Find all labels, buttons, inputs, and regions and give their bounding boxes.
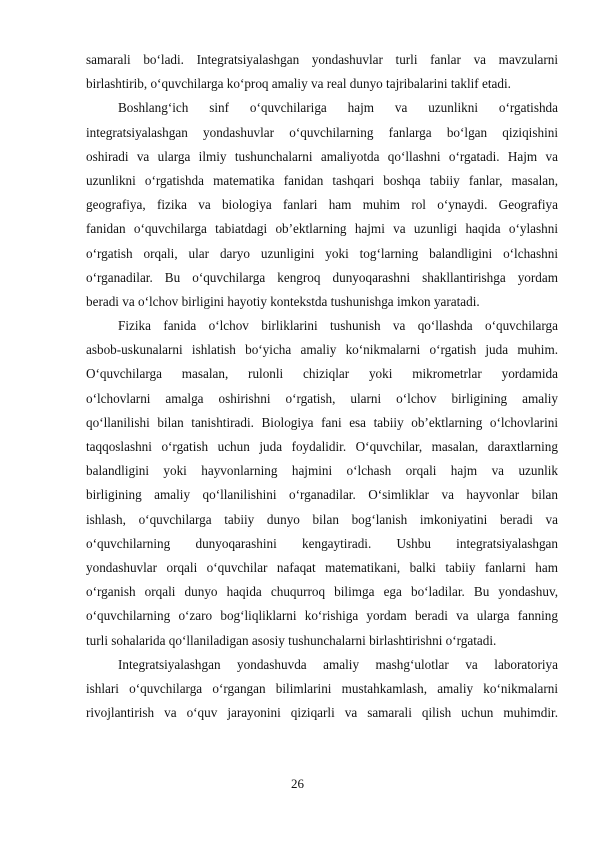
text-line: ishlash, o‘quvchilarga tabiiy dunyo bilan bog‘lanish imkoniyatini beradi va xyxy=(86,511,558,527)
text-line: turli sohalarida qo‘llaniladigan asosiy tushunchalarni birlashtirishni o‘rgatadi. xyxy=(86,632,497,648)
text-line: fanidan o‘quvchilarga tabiatdagi ob’ektlarning hajmi va uzunligi haqida o‘ylashni xyxy=(86,221,558,237)
text-line: samarali bo‘ladi. Integratsiyalashgan yondashuvlar turli fanlar va mavzularni xyxy=(86,52,558,67)
text-line: Boshlang‘ich sinf o‘quvchilariga hajm va uzunlikni o‘rgatishda xyxy=(118,100,558,116)
text-line: asbob-uskunalarni ishlatish bo‘yicha amaliy ko‘nikmalarni o‘rgatish juda muhim. xyxy=(86,342,558,358)
text-line: rivojlantirish va o‘quv jarayonini qiziqarli va samarali qilish uchun muhimdir. xyxy=(86,705,558,721)
text-line: o‘quvchilarning o‘zaro bog‘liqliklarni ko‘rishiga yordam beradi va ularga fanning xyxy=(86,608,558,624)
text-line: geografiya, fizika va biologiya fanlari ham muhim rol o‘ynaydi. Geografiya xyxy=(86,197,558,213)
text-line: o‘quvchilarning dunyoqarashini kengaytiradi. Ushbu integratsiyalashgan xyxy=(86,535,558,551)
text-line: birlashtirib, o‘quvchilarga ko‘proq amaliy va real dunyo tajribalarini taklif etadi. xyxy=(86,76,511,92)
text-line: Integratsiyalashgan yondashuvda amaliy mashg‘ulotlar va laboratoriya xyxy=(118,656,558,672)
text-line: ishlari o‘quvchilarga o‘rgangan bilimlarini mustahkamlash, amaliy ko‘nikmalarni xyxy=(86,680,558,696)
text-line: uzunlikni o‘rgatishda matematika fanidan tashqari boshqa tabiiy fanlar, masalan, xyxy=(86,172,558,188)
text-line: O‘quvchilarga masalan, rulonli chiziqlar yoki mikrometrlar yordamida xyxy=(86,366,558,382)
text-line: o‘rganadilar. Bu o‘quvchilarga kengroq dunyoqarashni shakllantirishga yordam xyxy=(86,269,558,285)
text-line: yondashuvlar orqali o‘quvchilar nafaqat matematikani, balki tabiiy fanlarni ham xyxy=(86,559,558,575)
text-lines xyxy=(86,48,558,725)
text-line: o‘rganish orqali dunyo haqida chuqurroq bilimga ega bo‘ladilar. Bu yondashuv, xyxy=(86,584,558,600)
text-line: balandligini yoki hayvonlarning hajmini o‘lchash orqali hajm va uzunlik xyxy=(86,463,558,479)
text-line: birligining amaliy qo‘llanilishini o‘rganadilar. O‘simliklar va hayvonlar bilan xyxy=(86,487,558,503)
text-line: taqqoslashni o‘rgatish uchun juda foydalidir. O‘quvchilar, masalan, daraxtlarning xyxy=(86,439,558,454)
text-line: beradi va o‘lchov birligini hayotiy kontekstda tushunishga imkon yaratadi. xyxy=(86,293,480,309)
page-number: 26 xyxy=(291,776,304,791)
text-line: Fizika fanida o‘lchov birliklarini tushunish va qo‘llashda o‘quvchilarga xyxy=(118,318,558,334)
text-line: oshiradi va ularga ilmiy tushunchalarni amaliyotda qo‘llashni o‘rgatadi. Hajm va xyxy=(86,148,558,164)
text-line: o‘rgatish orqali, ular daryo uzunligini yoki tog‘larning balandligini o‘lchashni xyxy=(86,245,558,261)
text-line: integratsiyalashgan yondashuvlar o‘quvchilarning fanlarga bo‘lgan qiziqishini xyxy=(86,124,558,140)
text-line: qo‘llanilishi bilan tanishtiradi. Biologiya fani esa tabiiy ob’ektlarning o‘lchovlarini xyxy=(86,414,558,430)
text-line: o‘lchovlarni amalga oshirishni o‘rgatish, ularni o‘lchov birligining amaliy xyxy=(86,390,558,406)
document-body xyxy=(86,48,558,725)
